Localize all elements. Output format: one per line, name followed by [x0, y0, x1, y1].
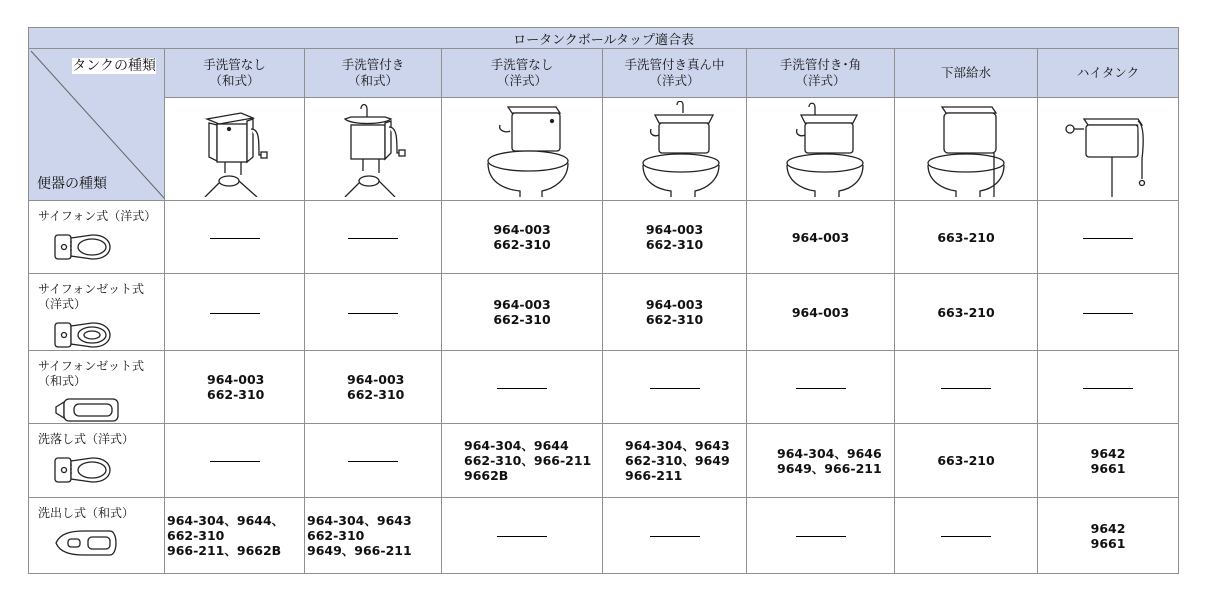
cell-3-6: 9642 9661: [1038, 424, 1179, 498]
not-applicable-dash: [796, 388, 846, 389]
cell-3-0: [165, 424, 305, 498]
cell-0-4: 964-003: [747, 201, 895, 274]
cell-4-6: 9642 9661: [1038, 498, 1179, 574]
corner-cell: [29, 49, 165, 201]
cell-1-0: [165, 274, 305, 351]
tank-image-5: [895, 98, 1038, 201]
tank-image-0: [165, 98, 305, 201]
cell-3-2: 964-304、9644 662-310、966-211 9662B: [442, 424, 603, 498]
table-row: [29, 424, 1179, 498]
cell-0-6: [1038, 201, 1179, 274]
cell-1-4: 964-003: [747, 274, 895, 351]
not-applicable-dash: [348, 461, 398, 462]
column-header-0: 手洗管なし （和式）: [165, 49, 305, 98]
column-header-3: 手洗管付き真ん中 （洋式）: [603, 49, 747, 98]
row-header-2: サイフォンゼット式（和式）: [29, 351, 165, 424]
tank-japanese-faucet-icon: [333, 101, 413, 197]
cell-3-1: [305, 424, 442, 498]
column-header-1: 手洗管付き （和式）: [305, 49, 442, 98]
cell-0-1: [305, 201, 442, 274]
japanese-bowl-washout-icon: [54, 529, 120, 557]
column-header-5: 下部給水: [895, 49, 1038, 98]
not-applicable-dash: [650, 536, 700, 537]
cell-4-1: 964-304、9643 662-310 9649、966-211: [305, 498, 442, 574]
not-applicable-dash: [1083, 313, 1133, 314]
tank-western-corner-faucet-icon: [771, 101, 871, 197]
row-header-1: サイフォンゼット式（洋式）: [29, 274, 165, 351]
not-applicable-dash: [650, 388, 700, 389]
western-bowl-icon: [54, 232, 116, 262]
tank-image-2: [442, 98, 603, 201]
cell-2-3: [603, 351, 747, 424]
not-applicable-dash: [941, 388, 991, 389]
western-bowl-icon: [54, 455, 116, 485]
cell-0-5: 663-210: [895, 201, 1038, 274]
not-applicable-dash: [210, 238, 260, 239]
cell-2-4: [747, 351, 895, 424]
not-applicable-dash: [348, 313, 398, 314]
western-bowl-jet-icon: [54, 320, 116, 350]
cell-2-6: [1038, 351, 1179, 424]
cell-1-3: 964-003 662-310: [603, 274, 747, 351]
not-applicable-dash: [1083, 388, 1133, 389]
column-header-4: 手洗管付き･角 （洋式）: [747, 49, 895, 98]
cell-2-1: 964-003 662-310: [305, 351, 442, 424]
not-applicable-dash: [796, 536, 846, 537]
row-header-4: 洗出し式（和式）: [29, 498, 165, 574]
compatibility-table: [28, 27, 1179, 574]
table-row: [29, 274, 1179, 351]
japanese-bowl-icon: [54, 397, 120, 423]
cell-3-3: 964-304、9643 662-310、9649 966-211: [603, 424, 747, 498]
tank-western-no-faucet-icon: [472, 101, 572, 197]
not-applicable-dash: [1083, 238, 1133, 239]
cell-4-0: 964-304、9644、 662-310 966-211、9662B: [165, 498, 305, 574]
tank-image-3: [603, 98, 747, 201]
column-header-6: ハイタンク: [1038, 49, 1179, 98]
high-tank-icon: [1058, 111, 1158, 197]
not-applicable-dash: [497, 388, 547, 389]
compatibility-table-wrapper: [28, 27, 1178, 574]
cell-4-4: [747, 498, 895, 574]
tank-type-label: タンクの種類: [72, 58, 156, 74]
cell-2-0: 964-003 662-310: [165, 351, 305, 424]
table-row: [29, 498, 1179, 574]
cell-3-5: 663-210: [895, 424, 1038, 498]
cell-3-4: 964-304、9646 9649、966-211: [747, 424, 895, 498]
cell-4-2: [442, 498, 603, 574]
cell-1-2: 964-003 662-310: [442, 274, 603, 351]
cell-1-5: 663-210: [895, 274, 1038, 351]
cell-4-3: [603, 498, 747, 574]
not-applicable-dash: [941, 536, 991, 537]
tank-image-4: [747, 98, 895, 201]
cell-0-3: 964-003 662-310: [603, 201, 747, 274]
row-header-0: サイフォン式（洋式）: [29, 201, 165, 274]
cell-2-2: [442, 351, 603, 424]
not-applicable-dash: [210, 461, 260, 462]
cell-4-5: [895, 498, 1038, 574]
tank-western-center-faucet-icon: [625, 101, 725, 197]
tank-image-1: [305, 98, 442, 201]
cell-1-1: [305, 274, 442, 351]
table-row: [29, 201, 1179, 274]
column-header-2: 手洗管なし （洋式）: [442, 49, 603, 98]
tank-image-6: [1038, 98, 1179, 201]
not-applicable-dash: [497, 536, 547, 537]
cell-0-2: 964-003 662-310: [442, 201, 603, 274]
cell-2-5: [895, 351, 1038, 424]
not-applicable-dash: [210, 313, 260, 314]
tank-bottom-supply-icon: [916, 101, 1016, 197]
row-header-3: 洗落し式（洋式）: [29, 424, 165, 498]
not-applicable-dash: [348, 238, 398, 239]
cell-0-0: [165, 201, 305, 274]
bowl-type-label: 便器の種類: [37, 176, 107, 192]
table-title: ロータンクボールタップ適合表: [29, 28, 1179, 49]
cell-1-6: [1038, 274, 1179, 351]
table-row: [29, 351, 1179, 424]
tank-japanese-no-faucet-icon: [195, 105, 275, 197]
